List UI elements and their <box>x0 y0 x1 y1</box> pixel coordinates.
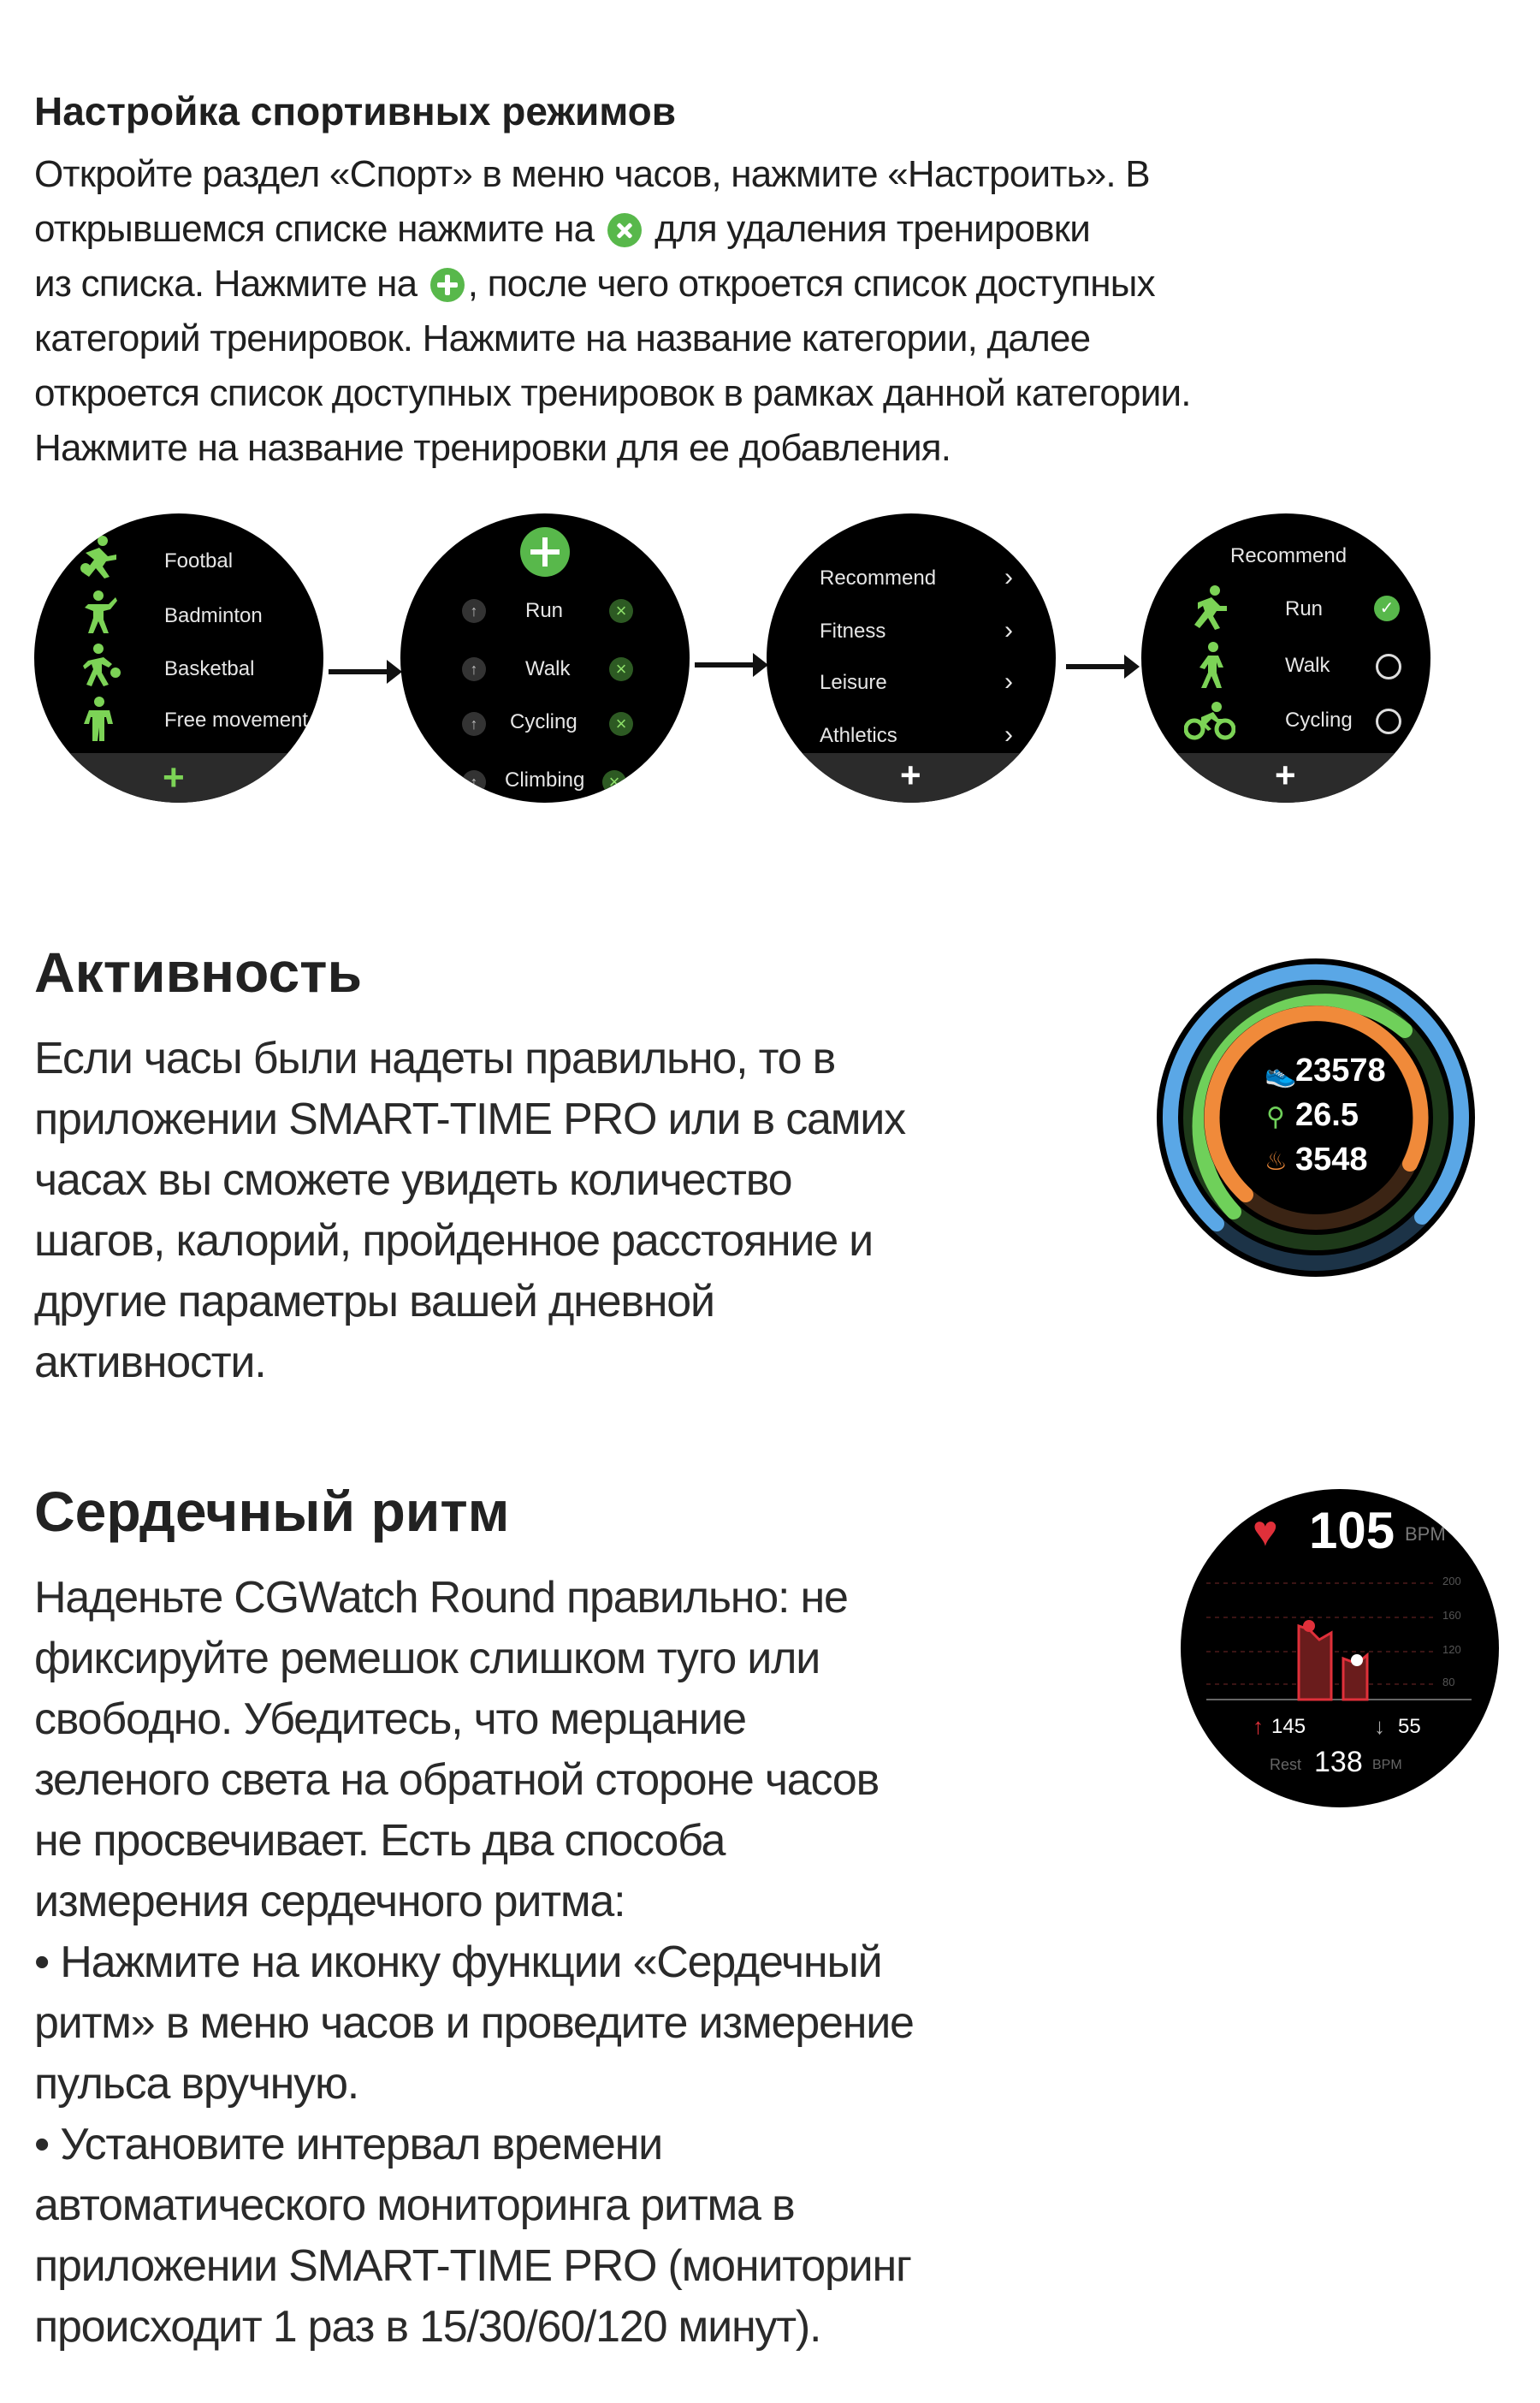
football-player-icon <box>79 536 120 580</box>
add-circle-icon[interactable] <box>520 527 570 577</box>
sport-item-cycling[interactable]: Cycling <box>1285 709 1353 732</box>
remove-circle-icon[interactable]: × <box>609 657 633 681</box>
sport-item-free-movement[interactable]: Free movement <box>164 709 309 732</box>
distance-pin-icon: ⚲ <box>1266 1103 1285 1131</box>
arrow-up-icon[interactable]: ↑ <box>462 770 486 794</box>
watch-edit-list <box>400 513 690 803</box>
free-movement-icon <box>82 697 116 743</box>
grid-label: 200 <box>1442 1575 1461 1587</box>
heart-line: • Нажмите на иконку функции «Сердечный <box>34 1937 882 1987</box>
chevron-right-icon: › <box>1004 721 1013 749</box>
arrow-up-icon[interactable]: ↑ <box>462 712 486 736</box>
sport-title: Настройка спортивных режимов <box>34 89 677 134</box>
run-icon <box>1189 585 1230 632</box>
heart-line: Наденьте CGWatch Round правильно: не <box>34 1573 848 1623</box>
bpm-value: 105 <box>1309 1502 1395 1559</box>
activity-line: другие параметры вашей дневной <box>34 1277 714 1326</box>
category-fitness[interactable]: Fitness <box>820 620 886 643</box>
sport-line-6: Нажмите на название тренировки для ее добавления. <box>34 427 951 469</box>
heart-line: происходит 1 раз в 15/30/60/120 минут). <box>34 2302 821 2352</box>
add-button[interactable]: + <box>1275 755 1296 795</box>
steps-icon: 👟 <box>1265 1060 1297 1089</box>
sport-line-1: Откройте раздел «Спорт» в меню часов, нажмите «Настроить». В <box>34 153 1150 195</box>
heart-line: автоматического мониторинга ритма в <box>34 2180 795 2230</box>
sport-item-run: Run <box>525 599 564 622</box>
cycling-icon <box>1184 702 1235 741</box>
heart-line: пульса вручную. <box>34 2059 359 2109</box>
sport-item-walk[interactable]: Walk <box>1285 654 1330 677</box>
sport-item-cycling: Cycling <box>510 710 578 733</box>
activity-line: приложении SMART-TIME PRO или в самих <box>34 1095 905 1144</box>
activity-line: часах вы сможете увидеть количество <box>34 1155 792 1205</box>
empty-circle-icon[interactable] <box>1376 654 1401 679</box>
empty-circle-icon[interactable] <box>1376 709 1401 734</box>
remove-circle-icon[interactable]: × <box>609 712 633 736</box>
chevron-right-icon: › <box>1004 668 1013 696</box>
activity-title: Активность <box>34 940 363 1004</box>
heart-line: • Установите интервал времени <box>34 2120 662 2169</box>
min-bpm: 55 <box>1398 1715 1421 1738</box>
calories-flame-icon: ♨ <box>1265 1148 1288 1176</box>
arrow-up-icon[interactable]: ↑ <box>462 599 486 623</box>
sport-item-climbing: Climbing <box>505 768 585 792</box>
check-circle-icon[interactable]: ✓ <box>1374 596 1400 621</box>
bpm-unit: BPM <box>1405 1523 1446 1545</box>
activity-line: активности. <box>34 1338 266 1387</box>
sport-item-run[interactable]: Run <box>1285 597 1324 620</box>
sport-item-walk: Walk <box>525 657 571 680</box>
arrow-icon <box>329 669 390 674</box>
sport-item-basketball[interactable]: Basketbal <box>164 657 255 680</box>
basketball-player-icon <box>79 644 121 688</box>
sport-line-4: категорий тренировок. Нажмите на название категории, далее <box>34 317 1091 359</box>
max-bpm: 145 <box>1271 1715 1306 1738</box>
recommend-header: Recommend <box>1230 544 1348 567</box>
grid-label: 120 <box>1442 1643 1461 1656</box>
remove-circle-icon[interactable]: × <box>602 770 626 794</box>
watch-sport-list <box>34 513 323 803</box>
rest-unit: BPM <box>1372 1758 1402 1772</box>
activity-text <box>34 1029 1095 1393</box>
heart-line: фиксируйте ремешок слишком туго или <box>34 1634 820 1683</box>
max-arrow-up-icon: ↑ <box>1253 1713 1264 1739</box>
remove-circle-icon[interactable]: × <box>609 599 633 623</box>
watch-recommend-list <box>1141 513 1430 803</box>
heart-line: ритм» в меню часов и проведите измерение <box>34 1998 914 2048</box>
chevron-right-icon: › <box>1004 616 1013 644</box>
rest-bpm: 138 <box>1314 1746 1363 1778</box>
distance-value: 26.5 <box>1295 1097 1359 1133</box>
heart-icon: ♥ <box>1253 1507 1278 1555</box>
add-circle-icon <box>430 268 465 302</box>
heart-line: свободно. Убедитесь, что мерцание <box>34 1694 746 1744</box>
rest-label: Rest <box>1270 1756 1302 1773</box>
arrow-icon <box>695 662 756 668</box>
add-button[interactable]: + <box>900 755 921 795</box>
walk-icon <box>1194 642 1229 690</box>
arrow-icon <box>1066 664 1128 669</box>
heart-watch <box>1181 1489 1499 1807</box>
heart-line: приложении SMART-TIME PRO (мониторинг <box>34 2241 911 2291</box>
activity-watch <box>1157 958 1475 1277</box>
badminton-player-icon <box>77 590 120 635</box>
grid-label: 160 <box>1442 1609 1461 1622</box>
sport-line-5: откроется список доступных тренировок в рамках данной категории. <box>34 372 1191 414</box>
steps-value: 23578 <box>1295 1053 1386 1089</box>
sport-item-football[interactable]: Footbal <box>164 549 234 573</box>
category-recommend[interactable]: Recommend <box>820 567 937 590</box>
calories-value: 3548 <box>1295 1142 1368 1178</box>
sport-item-badminton[interactable]: Badminton <box>164 604 263 627</box>
add-sport-button[interactable]: + <box>163 756 185 798</box>
grid-label: 80 <box>1442 1676 1455 1688</box>
heart-line: измерения сердечного ритма: <box>34 1877 625 1926</box>
chevron-right-icon: › <box>1004 563 1013 591</box>
sport-line-2: открывшемся списке нажмите на для удаления тренировки <box>34 208 1090 250</box>
heart-line: зеленого света на обратной стороне часов <box>34 1755 880 1805</box>
min-arrow-down-icon: ↓ <box>1374 1713 1385 1739</box>
activity-line: шагов, калорий, пройденное расстояние и <box>34 1216 874 1266</box>
heart-line: не просвечивает. Есть два способа <box>34 1816 726 1866</box>
remove-circle-icon <box>607 213 642 247</box>
heart-title: Сердечный ритм <box>34 1480 510 1543</box>
sport-line-3: из списка. Нажмите на , после чего откроется список доступных <box>34 263 1155 305</box>
watch-category-list <box>767 513 1056 803</box>
category-athletics[interactable]: Athletics <box>820 724 897 747</box>
arrow-up-icon[interactable]: ↑ <box>462 657 486 681</box>
sport-text <box>34 147 1506 476</box>
category-leisure[interactable]: Leisure <box>820 671 887 694</box>
heart-text <box>34 1568 1095 2358</box>
activity-line: Если часы были надеты правильно, то в <box>34 1034 836 1083</box>
